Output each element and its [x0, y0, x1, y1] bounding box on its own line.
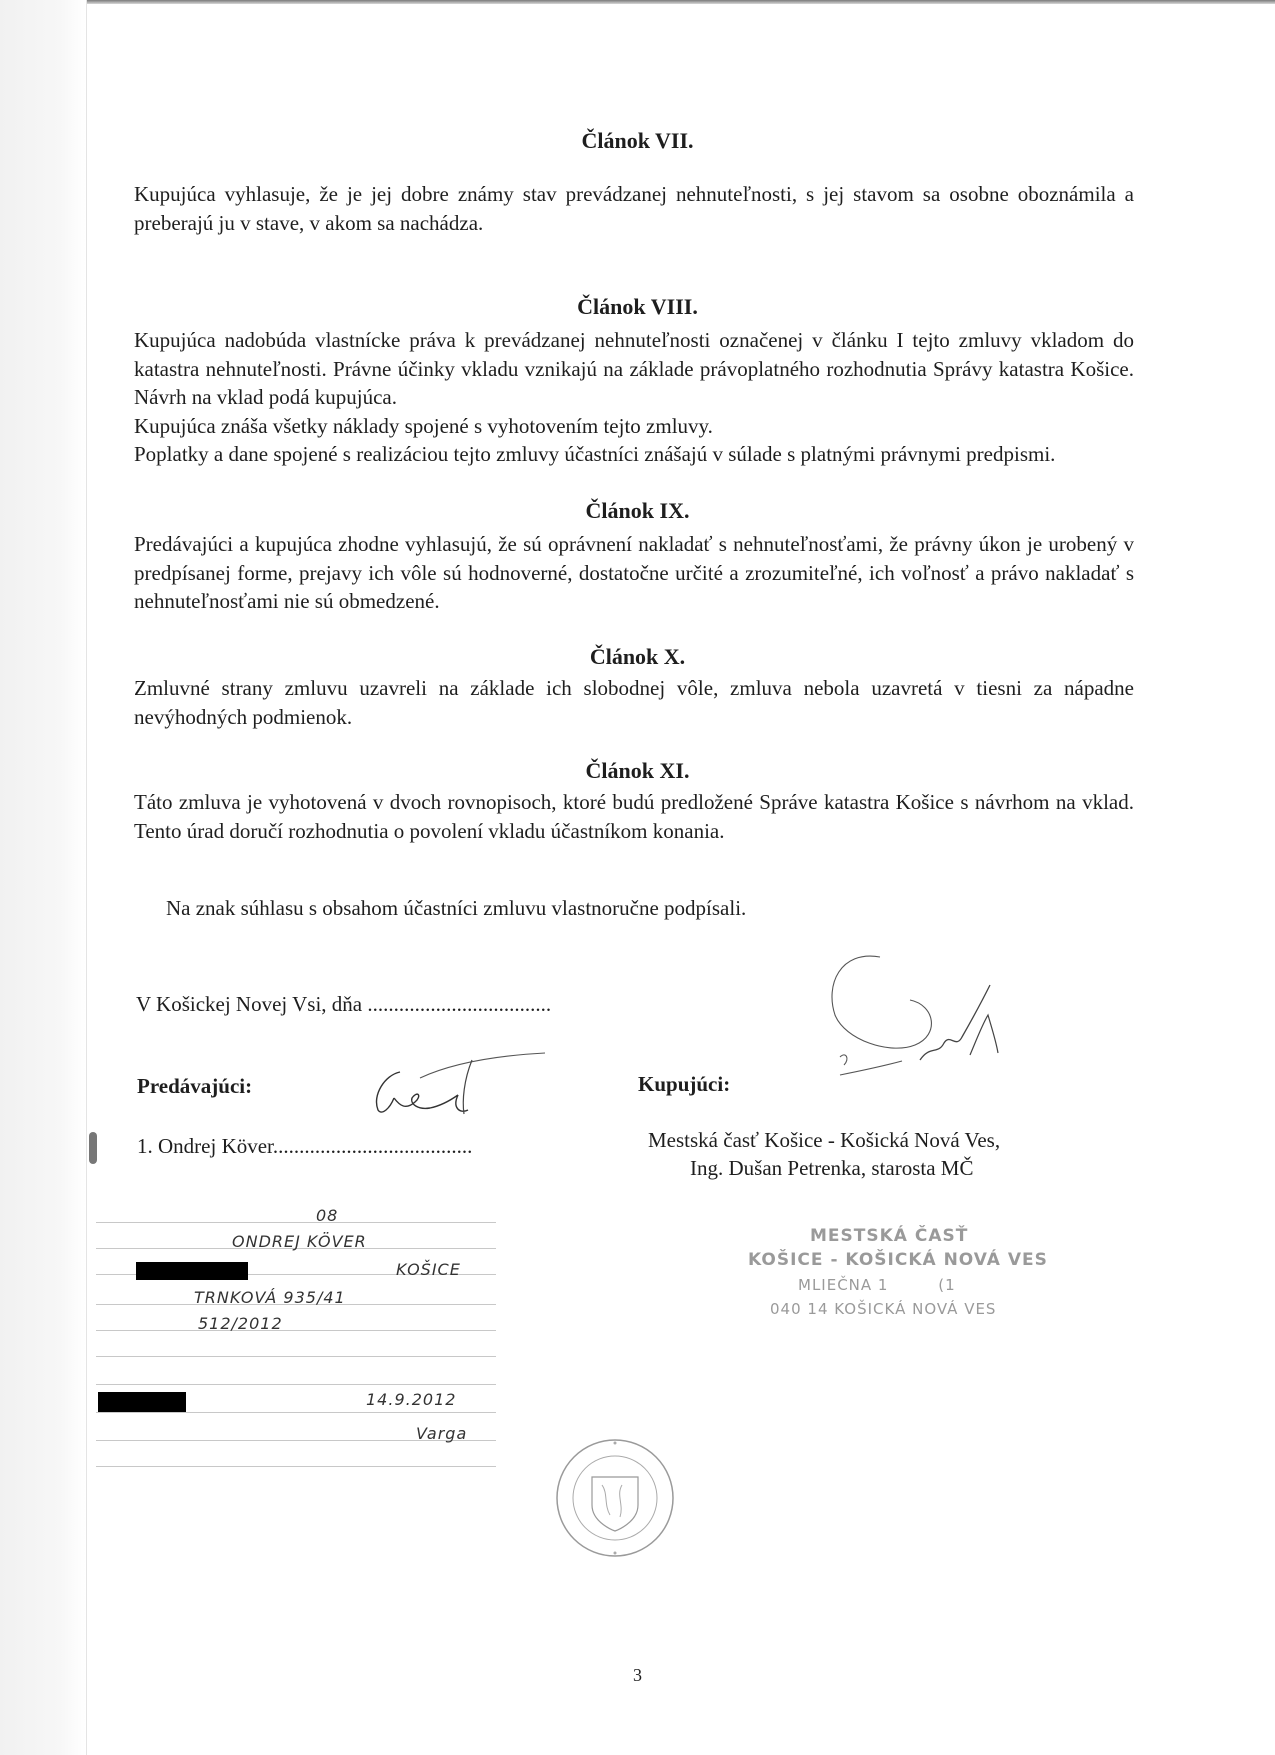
article-x-title: Článok X. — [589, 644, 686, 669]
closing-statement: Na znak súhlasu s obsahom účastníci zmluvu vlastnoručne podpísali. — [166, 896, 747, 920]
buyer-line-1: Mestská časť Košice - Košická Nová Ves, — [648, 1128, 1001, 1152]
buyer-label: Kupujúci: — [638, 1072, 731, 1096]
stamp-line-4: 040 14 KOŠICKÁ NOVÁ VES — [770, 1300, 997, 1318]
seller-label: Predávajúci: — [137, 1074, 253, 1098]
verification-name: ONDREJ KÖVER — [232, 1232, 367, 1251]
verification-number: 08 — [316, 1206, 339, 1225]
date-blank: ................................... — [367, 992, 552, 1016]
verification-line — [96, 1384, 496, 1385]
article-vii-body: Kupujúca vyhlasuje, že je jej dobre známy stav prevádzanej nehnuteľnosti, s jej stavom sa osobne oboznámila a preberajú ju v stave, v akom sa nachádza. — [134, 182, 1134, 235]
seller-name-line — [137, 1134, 472, 1159]
verification-city: KOŠICE — [396, 1260, 461, 1279]
page-number: 3 — [633, 1665, 642, 1685]
article-viii-fees: Poplatky a dane spojené s realizáciou tejto zmluvy účastníci znášajú v súlade s platnými právnymi predpismi. — [134, 442, 1056, 466]
stamp-line-3 — [798, 1276, 956, 1294]
place-date-text: V Košickej Novej Vsi, dňa — [136, 992, 363, 1016]
article-ix-body: Predávajúci a kupujúca zhodne vyhlasujú, že sú oprávnení nakladať s nehnuteľnosťami, že právny úkon je urobený v predpísanej forme, prejavy ich vôle sú hodnoverné, dostatočne určité a zrozumiteľné, ich voľnosť a právo nakladať s nehnuteľnosťami nie sú obmedzené. — [134, 532, 1134, 613]
seller-signature — [360, 1050, 550, 1120]
article-xi-body: Táto zmluva je vyhotovená v dvoch rovnopisoch, ktoré budú predložené Správe katastra Košice s návrhom na vklad. Tento úrad doručí rozhodnutia o povolení vkladu účastníkom konania. — [134, 790, 1134, 843]
stamp-line-1: MESTSKÁ ČASŤ — [810, 1226, 969, 1246]
verification-line — [96, 1412, 496, 1413]
article-xi-title: Článok XI. — [585, 758, 690, 783]
place-date-line — [136, 992, 551, 1017]
verification-signature: Varga — [416, 1424, 468, 1443]
seller-name: 1. Ondrej Köver — [137, 1134, 273, 1158]
scan-edge-line — [86, 0, 87, 1755]
scan-edge-top — [0, 0, 1275, 4]
article-viii-title: Článok VIII. — [577, 294, 698, 319]
scan-edge-left — [0, 0, 86, 1755]
seller-signature-blank: ...................................... — [272, 1134, 473, 1158]
redaction-bar — [136, 1262, 248, 1280]
punch-hole — [89, 1132, 97, 1164]
buyer-line-2: Ing. Dušan Petrenka, starosta MČ — [690, 1156, 974, 1180]
stamp-address-suffix: (1 — [938, 1276, 956, 1294]
stamp-line-2: KOŠICE - KOŠICKÁ NOVÁ VES — [748, 1250, 1048, 1270]
verification-line — [96, 1356, 496, 1357]
article-vii-title: Článok VII. — [581, 128, 694, 153]
stamp-address: MLIEČNA 1 — [798, 1276, 889, 1294]
verification-line — [96, 1466, 496, 1467]
verification-line — [96, 1330, 496, 1331]
verification-date: 14.9.2012 — [366, 1390, 457, 1409]
verification-street: TRNKOVÁ 935/41 — [194, 1288, 346, 1307]
article-viii-costs: Kupujúca znáša všetky náklady spojené s vyhotovením tejto zmluvy. — [134, 414, 713, 438]
article-ix-title: Článok IX. — [585, 498, 690, 523]
buyer-signature — [820, 945, 1020, 1095]
article-x-body: Zmluvné strany zmluvu uzavreli na základe ich slobodnej vôle, zmluva nebola uzavretá v tiesni za nápadne nevýhodných podmienok. — [134, 676, 1134, 729]
redaction-bar — [98, 1392, 186, 1412]
article-viii-body: Kupujúca nadobúda vlastnícke práva k prevádzanej nehnuteľnosti označenej v článku I tejto zmluvy vkladom do katastra nehnuteľnosti. Právne účinky vkladu vznikajú na základe právoplatného rozhodnutia Správy katastra Košice. Návrh na vklad podá kupujúca. — [134, 328, 1134, 409]
verification-record: 512/2012 — [198, 1314, 283, 1333]
verification-line — [96, 1222, 496, 1223]
round-seal — [552, 1435, 678, 1561]
